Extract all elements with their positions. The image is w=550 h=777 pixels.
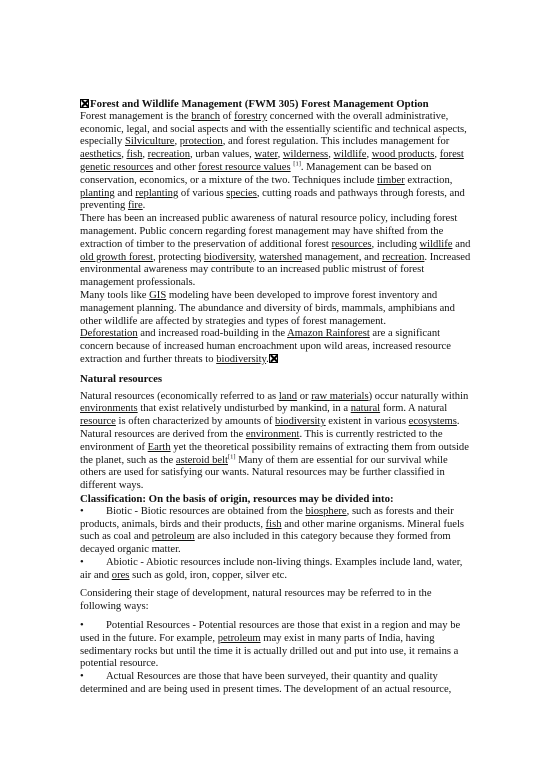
footnote-ref-2[interactable]: [1]: [227, 452, 236, 460]
link-petroleum-2[interactable]: petroleum: [217, 632, 261, 644]
link-species[interactable]: species: [226, 187, 257, 199]
bullet-abiotic: • Abiotic - Abiotic resources include non-living things. Examples include land, water, air and ores such as gold, iron, copper, silver etc.: [80, 556, 463, 581]
link-wood-products[interactable]: wood products: [371, 149, 435, 161]
footnote-ref[interactable]: [1]: [293, 160, 301, 168]
document-title: Forest and Wildlife Management (FWM 305) Forest Management Option: [80, 98, 472, 111]
broken-image-icon: [80, 99, 89, 108]
link-biodiversity[interactable]: biodiversity: [203, 251, 254, 263]
link-fish[interactable]: fish: [126, 149, 143, 161]
paragraph-natural-resources: Natural resources (economically referred to as land or raw materials) occur naturally within environments that exist relatively undisturbed by mankind, in a natural form. A natural resource is often characterized by amounts of biodiversity existent in various ecosystems. Natural resources are derived from the environment. This is currently restricted to the environment of Earth yet the theoretical possibility remains of extracting them from outside the planet, such as the asteroid belt[1] Many of them are essential for our survival while others are used for satisfying our wants. Natural resources may be further classified in different ways.: [80, 390, 469, 492]
link-wildlife[interactable]: wildlife: [333, 149, 367, 161]
link-planting[interactable]: planting: [80, 187, 115, 199]
broken-image-icon: [269, 354, 278, 363]
link-ores[interactable]: ores: [111, 569, 130, 581]
link-petroleum[interactable]: petroleum: [151, 531, 195, 543]
link-recreation[interactable]: recreation: [147, 149, 191, 161]
link-wilderness[interactable]: wilderness: [282, 149, 329, 161]
bullet-dot: •: [80, 671, 84, 683]
link-water[interactable]: water: [254, 149, 278, 161]
paragraph-gis-tools: Many tools like GIS modeling have been developed to improve forest inventory and management planning. The abundance and diversity of birds, mammals, amphibians and other wildlife are affected by strategies and types of forest management.: [80, 289, 455, 327]
bullet-dot: •: [80, 620, 84, 632]
bullet-actual-resources: • Actual Resources are those that have been surveyed, their quantity and quality determined and are being used in present times. The development of an actual resource,: [80, 671, 452, 696]
link-gis[interactable]: GIS: [149, 289, 167, 301]
link-watershed[interactable]: watershed: [259, 251, 303, 263]
link-biodiversity-2[interactable]: biodiversity: [216, 353, 267, 365]
link-silviculture[interactable]: Silviculture: [125, 136, 175, 148]
link-amazon-rainforest[interactable]: Amazon Rainforest: [287, 328, 370, 340]
link-environment[interactable]: environment: [245, 428, 300, 440]
link-recreation-2[interactable]: recreation: [382, 251, 425, 263]
link-replanting[interactable]: replanting: [135, 187, 179, 199]
link-earth[interactable]: Earth: [147, 441, 171, 453]
paragraph-forest-management: Forest management is the branch of forestry concerned with the overall administrative, economic, legal, and social aspects and with the essentially scientific and technical aspects, especially Silviculture, protection, and forest regulation. This includes management for aesthetics, fish, recreation, urban values, water, wilderness, wildlife, wood products, forest genetic resources and other forest resource values [1]. Management can be based on conservation, economics, or a mixture of the two. Techniques include timber extraction, planting and replanting of various species, cutting roads and pathways through forests, and preventing fire.: [80, 110, 467, 212]
link-natural[interactable]: natural: [350, 403, 381, 415]
paragraph-deforestation: Deforestation and increased road-building in the Amazon Rainforest are a significant concern because of increased human encroachment upon wild areas, increased resource extraction and further threats to biodiversity.: [80, 328, 451, 365]
document-page: [80, 98, 472, 697]
link-biodiversity-3[interactable]: biodiversity: [275, 416, 326, 428]
link-aesthetics[interactable]: aesthetics: [80, 149, 122, 161]
heading-natural-resources: Natural resources: [80, 372, 163, 385]
link-timber[interactable]: timber: [377, 174, 405, 186]
link-biosphere[interactable]: biosphere: [305, 505, 347, 517]
link-fire[interactable]: fire: [127, 200, 143, 212]
link-forest-genetic-resources[interactable]: forest genetic resources: [80, 149, 464, 173]
link-environments[interactable]: environments: [80, 403, 138, 415]
link-forest-resource-values[interactable]: forest resource values: [198, 161, 291, 173]
link-old-growth-forest[interactable]: old growth forest: [80, 251, 153, 263]
paragraph-stage-of-development: Considering their stage of development, natural resources may be referred to in the following ways:: [80, 588, 432, 613]
link-resources[interactable]: resources: [331, 238, 372, 250]
heading-classification: Classification: On the basis of origin, resources may be divided into:: [80, 492, 394, 505]
link-land[interactable]: land: [278, 390, 298, 402]
link-fish-2[interactable]: fish: [265, 518, 282, 530]
bullet-dot: •: [80, 505, 84, 517]
bullet-biotic: • Biotic - Biotic resources are obtained from the biosphere, such as forests and their products, animals, birds and their products, fish and other marine organisms. Mineral fuels such as coal and petroleum are also included in this category because they formed from decayed organic matter.: [80, 505, 465, 556]
link-asteroid-belt[interactable]: asteroid belt: [175, 454, 228, 466]
link-branch[interactable]: branch: [191, 110, 221, 122]
link-ecosystems[interactable]: ecosystems: [408, 416, 457, 428]
link-forestry[interactable]: forestry: [234, 110, 268, 122]
link-protection[interactable]: protection: [179, 136, 223, 148]
link-resource[interactable]: resource: [80, 416, 116, 428]
link-wildlife-2[interactable]: wildlife: [419, 238, 453, 250]
link-deforestation[interactable]: Deforestation: [80, 328, 138, 340]
bullet-dot: •: [80, 556, 84, 568]
bullet-potential-resources: • Potential Resources - Potential resources are those that exist in a region and may be used in the future. For example, petroleum may exist in many parts of India, having sedimentary rocks but until the time it is actually drilled out and put into use, it remains a potential resource.: [80, 620, 461, 670]
link-raw-materials[interactable]: raw materials: [311, 390, 369, 402]
paragraph-public-awareness: There has been an increased public awareness of natural resource policy, including forest management. Public concern regarding forest management may have shifted from the extraction of timber to the preservation of additional forest resources, including wildlife and old growth forest, protecting biodiversity, watershed management, and recreation. Increased environmental awareness may contribute to an increased public mistrust of forest management professionals.: [80, 213, 471, 289]
